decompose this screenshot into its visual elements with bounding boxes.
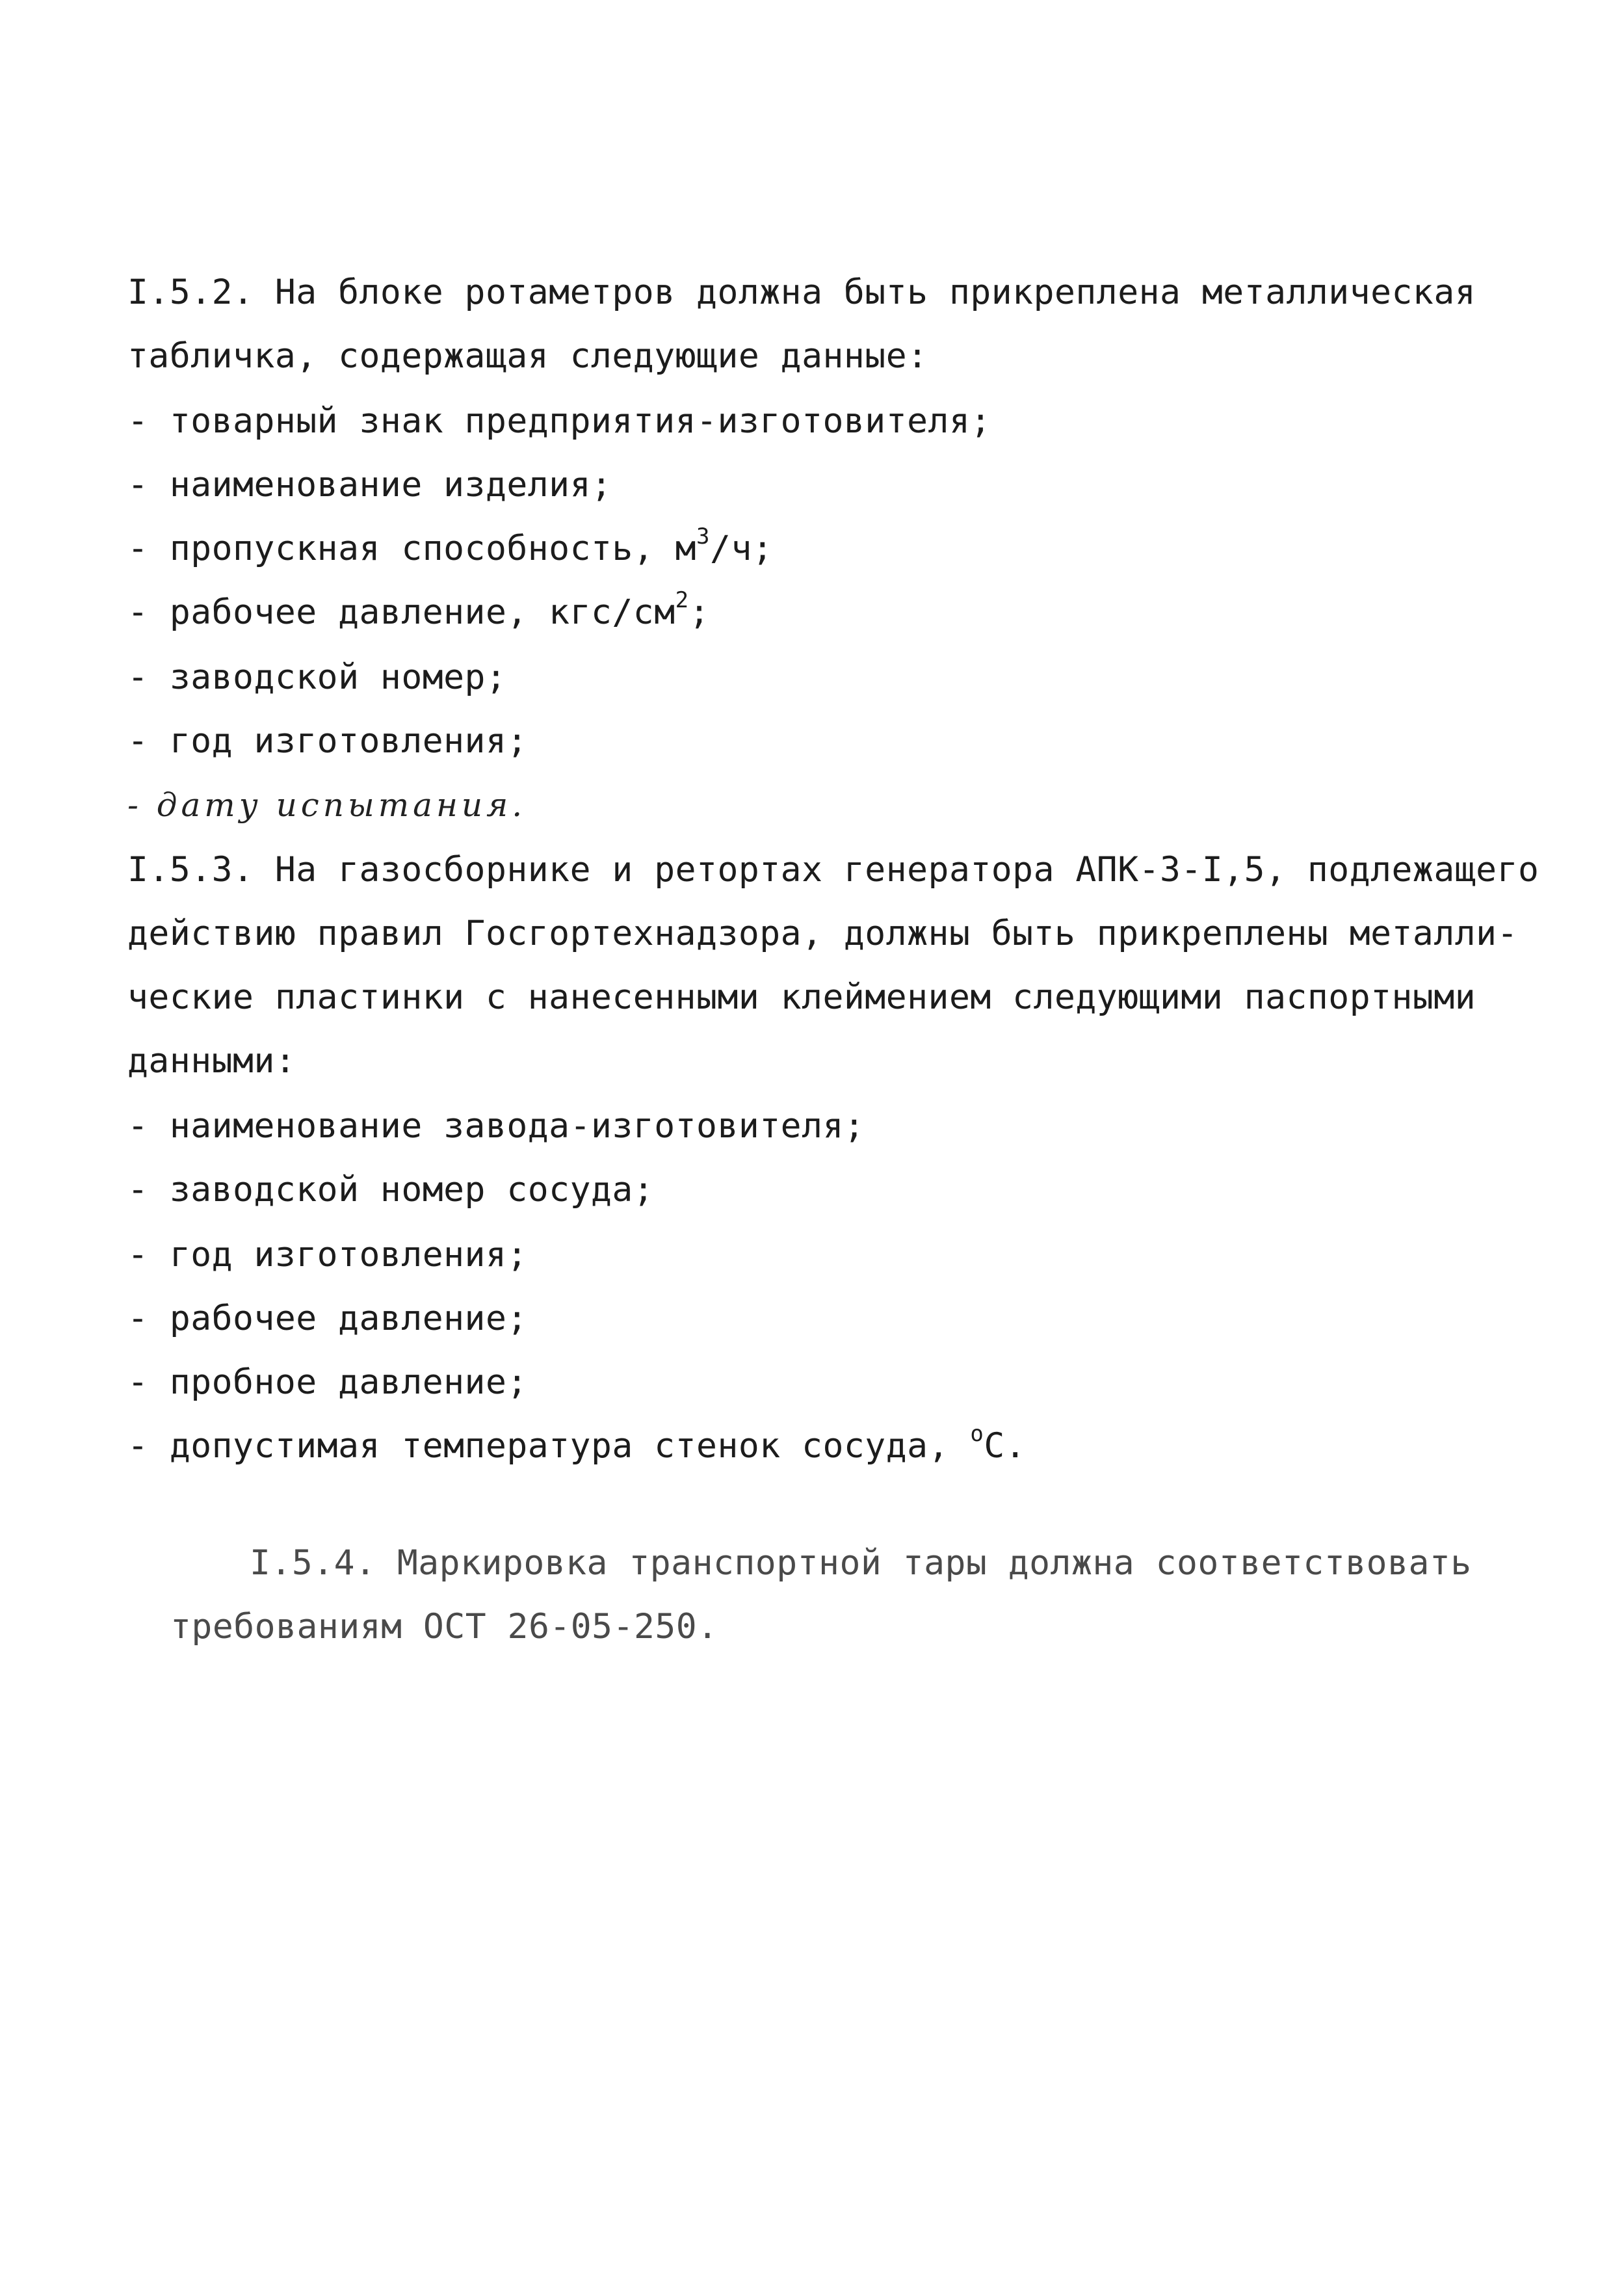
wall-temperature-label: - допустимая температура стенок сосуда, [127,1426,971,1466]
throughput-unit-exponent: 3 [696,523,711,550]
list-item-plant-name: - наименование завода-изготовителя; [127,1106,865,1146]
pressure-unit-tail: ; [688,592,711,632]
section-1-5-3-line-3: ческие пластинки с нанесенными клеймением следующими паспортными [127,977,1476,1017]
section-1-5-2-line-2: табличка, содержащая следующие данные: [127,336,928,376]
list-item-product-name: - наименование изделия; [127,465,612,505]
throughput-label: - пропускная способность, м [127,529,697,568]
temperature-unit: С. [984,1426,1027,1466]
list-item-trademark: - товарный знак предприятия-изготовителя; [127,401,991,441]
temperature-degree-sign: o [970,1421,984,1448]
list-item-serial-number: - заводской номер; [127,657,507,697]
section-1-5-3-line-2: действию правил Госгортехнадзора, должны быть прикреплены металли- [127,914,1518,953]
list-item-working-pressure [127,587,711,633]
section-1-5-4-line-1: I.5.4. Маркировка транспортной тары должна соответствовать [250,1543,1472,1583]
section-1-5-3-line-4: данными: [127,1041,296,1081]
section-1-5-3-line-1: I.5.3. На газосборнике и ретортах генератора АПК-3-I,5, подлежащего [127,850,1539,890]
list-item-vessel-serial: - заводской номер сосуда; [127,1170,655,1210]
section-1-5-2-line-1: I.5.2. На блоке ротаметров должна быть прикреплена металлическая [127,272,1476,312]
handwritten-test-date-item: - дату испытания. [127,786,527,824]
list-item-vessel-year: - год изготовления; [127,1235,528,1275]
list-item-wall-temperature [127,1421,1027,1467]
list-item-manufacture-year: - год изготовления; [127,721,528,761]
list-item-test-pressure: - пробное давление; [127,1362,528,1402]
list-item-throughput [127,523,774,570]
list-item-vessel-working-pressure: - рабочее давление; [127,1299,528,1338]
pressure-unit-exponent: 2 [675,587,689,614]
section-1-5-4-line-2: требованиям ОСТ 26-05-250. [170,1607,718,1647]
throughput-unit-tail: /ч; [710,529,774,568]
working-pressure-label: - рабочее давление, кгс/см [127,592,675,632]
